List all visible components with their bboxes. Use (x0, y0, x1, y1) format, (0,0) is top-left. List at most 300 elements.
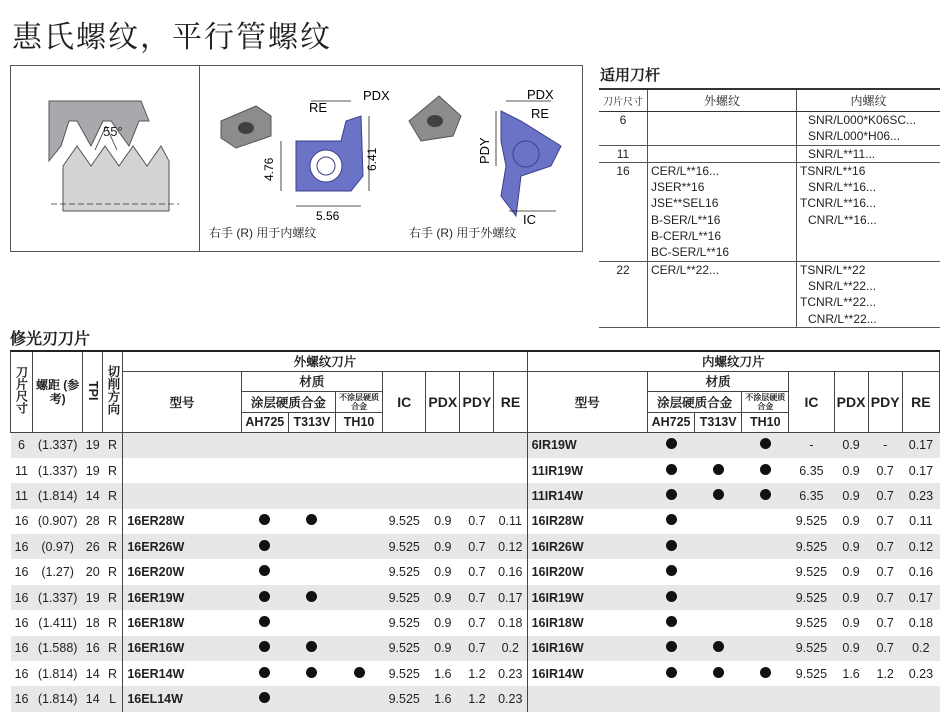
header-int-coated: 涂层硬质合金 (647, 391, 741, 412)
table-row (11, 432, 940, 458)
holder-internal-item: TSNR/L**22 (800, 262, 866, 277)
int-grade-cell (742, 458, 789, 483)
int-pdy-cell: 0.7 (868, 636, 902, 661)
int-pdy-cell: 0.7 (868, 534, 902, 559)
ext-pdx-cell: 0.9 (434, 514, 452, 529)
ext-pdy-cell: 0.7 (460, 534, 494, 559)
ext-grade-cell (241, 534, 288, 559)
ext-grade-cell (336, 432, 383, 458)
availability-dot-icon (666, 438, 677, 449)
availability-dot-icon (666, 540, 677, 551)
header-int-ic: IC (789, 371, 834, 432)
ext-grade-cell (288, 585, 335, 610)
ext-ic-cell: 9.525 (388, 615, 420, 630)
ext-grade-cell (241, 661, 288, 686)
int-model-cell (527, 686, 647, 711)
int-pdy-cell: 0.7 (868, 483, 902, 508)
holder-external (648, 162, 797, 261)
diagram-panel (10, 65, 583, 252)
holder-external (648, 112, 797, 146)
header-internal-group: 内螺纹刀片 (527, 351, 939, 371)
int-pdy-cell: 0.7 (876, 615, 894, 630)
availability-dot-icon (666, 565, 677, 576)
ext-grade-cell (241, 432, 288, 458)
availability-dot-icon (259, 616, 270, 627)
ext-ic-cell: 9.525 (388, 565, 420, 580)
availability-dot-icon (760, 667, 771, 678)
ext-re-cell: 0.23 (498, 666, 523, 681)
int-pdx-cell: 1.6 (842, 666, 860, 681)
header-pitch: 螺距 (参考) (33, 351, 83, 432)
dim-diag: 6.41 (365, 147, 379, 171)
ext-re-cell (494, 432, 527, 458)
dim-width: 5.56 (316, 209, 340, 223)
header-ext-model: 型号 (123, 371, 241, 432)
ext-pdx-cell (426, 483, 460, 508)
header-ext-re: RE (494, 371, 527, 432)
holder-internal (797, 145, 941, 162)
ext-grade-cell (336, 686, 383, 711)
cell-pitch: (1.588) (33, 636, 83, 661)
availability-dot-icon (259, 514, 270, 525)
ext-pdy-cell: 1.2 (460, 686, 494, 711)
int-model-cell: 11IR14W (527, 483, 647, 508)
int-grade-cell (695, 610, 742, 635)
availability-dot-icon (713, 489, 724, 500)
holder-internal-item: CNR/L**16... (808, 212, 877, 227)
ext-ic-cell (383, 483, 426, 508)
header-direction: 切削方向 (105, 365, 120, 416)
ext-re-cell: 0.12 (494, 534, 527, 559)
int-grade-cell (695, 432, 742, 458)
int-grade-cell (695, 559, 742, 584)
int-ic-cell: 9.525 (795, 514, 828, 529)
availability-dot-icon (259, 565, 270, 576)
int-grade-cell (742, 661, 789, 686)
holder-size-value: 11 (616, 146, 630, 161)
int-ic-cell: 9.525 (795, 615, 828, 630)
availability-dot-icon (713, 641, 724, 652)
int-grade-cell (742, 509, 789, 534)
header-int-model: 型号 (527, 371, 647, 432)
ext-ic-cell: 9.525 (388, 666, 420, 681)
cell-direction: R (108, 615, 118, 630)
int-grade-cell (742, 585, 789, 610)
holder-internal-item: SNR/L**16... (808, 180, 877, 195)
ext-grade-cell (288, 636, 335, 661)
int-model-cell: 16IR16W (527, 636, 647, 661)
ext-grade-cell (241, 585, 288, 610)
holder-external-item: BC-SER/L**16 (651, 245, 730, 260)
int-grade-cell (695, 661, 742, 686)
ext-re-cell: 0.17 (494, 585, 527, 610)
cell-size: 11 (15, 463, 29, 478)
holder-internal-item: SNR/L**11... (808, 146, 876, 161)
int-grade-cell (742, 534, 789, 559)
int-model-cell: 16IR19W (527, 585, 647, 610)
cell-pitch: (1.337) (33, 432, 83, 458)
cell-direction: R (108, 514, 118, 529)
int-grade-cell (742, 610, 789, 635)
cell-size: 16 (11, 534, 33, 559)
cell-size: 16 (14, 514, 29, 529)
ext-grade-cell (336, 458, 383, 483)
ext-pdx-cell: 0.9 (434, 615, 452, 630)
table-row (11, 610, 940, 635)
ext-pdx-cell: 1.6 (426, 686, 460, 711)
availability-dot-icon (259, 591, 270, 602)
header-int-grade-3: TH10 (742, 412, 789, 432)
holder-size-value: 22 (616, 262, 630, 277)
ext-pdy-cell (460, 432, 494, 458)
section-title: 修光刃刀片 (10, 331, 91, 348)
holder-external (648, 261, 797, 327)
int-re-cell: 0.18 (908, 615, 934, 630)
table-row (11, 686, 940, 711)
cell-pitch: (1.411) (38, 615, 77, 630)
cell-tpi: 14 (85, 666, 100, 681)
availability-dot-icon (760, 464, 771, 475)
holder-row (599, 261, 940, 327)
holder-internal-item: CNR/L**22... (808, 311, 877, 326)
int-grade-cell (647, 610, 694, 635)
cell-size: 16 (11, 686, 33, 711)
ext-ic-cell: 9.525 (388, 514, 420, 529)
int-grade-cell (742, 686, 789, 711)
cell-size: 16 (11, 585, 33, 610)
holder-size (599, 261, 648, 327)
availability-dot-icon (306, 641, 317, 652)
int-pdx-cell: 0.9 (834, 483, 868, 508)
ext-model-cell (123, 458, 241, 483)
int-pdy-cell: 0.7 (876, 463, 894, 478)
ext-grade-cell (241, 483, 288, 508)
cell-tpi: 19 (83, 585, 103, 610)
ext-ic-cell: 9.525 (383, 585, 426, 610)
cell-pitch: (1.814) (37, 666, 78, 681)
cell-direction: R (103, 534, 123, 559)
ext-grade-cell (288, 483, 335, 508)
ext-pdy-cell: 0.7 (468, 615, 486, 630)
right-pdy-label: PDY (477, 137, 492, 164)
cell-size: 11 (11, 483, 33, 508)
insert-table (10, 350, 940, 712)
int-re-cell: 0.17 (902, 432, 939, 458)
header-int-grade-2: T313V (695, 412, 742, 432)
cell-size: 16 (14, 565, 29, 580)
int-grade-cell (742, 483, 789, 508)
right-pdx-label: PDX (527, 87, 554, 102)
diagram-divider (199, 66, 200, 251)
int-model-cell: 16IR28W (527, 509, 647, 534)
int-pdx-cell: 0.9 (834, 585, 868, 610)
int-grade-cell (647, 432, 694, 458)
int-model-cell: 6IR19W (527, 432, 647, 458)
cell-size: 16 (14, 666, 29, 681)
int-grade-cell (695, 686, 742, 711)
holder-external-item: JSER**16 (651, 180, 705, 195)
ext-grade-cell (336, 610, 383, 635)
ext-re-cell: 0.18 (498, 615, 523, 630)
int-pdx-cell: 0.9 (842, 565, 860, 580)
availability-dot-icon (306, 667, 317, 678)
int-model-cell: 16IR20W (527, 559, 647, 584)
ext-model-cell: 16ER14W (123, 661, 241, 686)
int-grade-cell (647, 585, 694, 610)
ext-pdy-cell (460, 483, 494, 508)
header-int-grade-1: AH725 (647, 412, 694, 432)
ext-re-cell (494, 483, 527, 508)
int-grade-cell (742, 636, 789, 661)
holder-internal-item: SNR/L**22... (808, 278, 877, 293)
ext-model-cell: 16ER18W (123, 610, 241, 635)
ext-model-cell: 16EL14W (123, 686, 241, 711)
holder-size-value: 16 (616, 163, 630, 178)
header-ext-coated: 涂层硬质合金 (241, 391, 335, 412)
int-grade-cell (695, 585, 742, 610)
cell-direction: R (103, 432, 123, 458)
availability-dot-icon (666, 616, 677, 627)
availability-dot-icon (306, 514, 317, 525)
int-pdy-cell: 0.7 (876, 514, 894, 529)
ext-grade-cell (241, 559, 288, 584)
ext-pdx-cell: 0.9 (434, 565, 452, 580)
holder-table (599, 88, 940, 328)
int-pdy-cell: 0.7 (876, 565, 894, 580)
availability-dot-icon (354, 667, 365, 678)
header-ext-pdx: PDX (426, 371, 460, 432)
ext-grade-cell (241, 636, 288, 661)
int-pdy-cell: 1.2 (876, 666, 894, 681)
ext-grade-cell (336, 483, 383, 508)
cell-pitch: (1.814) (33, 483, 83, 508)
ext-grade-cell (288, 458, 335, 483)
cell-tpi: 19 (83, 432, 103, 458)
ext-grade-cell (241, 610, 288, 635)
ext-pdy-cell: 0.7 (460, 585, 494, 610)
ext-model-cell: 16ER26W (123, 534, 241, 559)
cell-direction: R (103, 585, 123, 610)
table-row (11, 458, 940, 483)
holder-header-size: 刀片尺寸 (599, 89, 648, 112)
ext-grade-cell (336, 534, 383, 559)
int-model-cell: 16IR18W (527, 610, 647, 635)
cell-direction: L (103, 686, 123, 711)
int-grade-cell (695, 483, 742, 508)
ext-ic-cell: 9.525 (383, 686, 426, 711)
int-pdy-cell (868, 686, 902, 711)
holder-size-value: 6 (619, 113, 627, 127)
ext-grade-cell (288, 509, 335, 534)
cell-size: 16 (14, 615, 29, 630)
header-ext-material: 材质 (241, 371, 382, 391)
availability-dot-icon (760, 438, 771, 449)
holder-external (648, 145, 797, 162)
ext-grade-cell (241, 458, 288, 483)
ext-pdx-cell: 1.6 (434, 666, 452, 681)
cell-tpi: 20 (85, 565, 100, 580)
int-model-cell: 16IR14W (527, 661, 647, 686)
ext-model-cell: 16ER16W (123, 636, 241, 661)
int-pdx-cell: 0.9 (842, 514, 860, 529)
header-ext-ic: IC (383, 371, 426, 432)
int-grade-cell (695, 509, 742, 534)
int-grade-cell (647, 483, 694, 508)
availability-dot-icon (666, 641, 677, 652)
ext-grade-cell (288, 610, 335, 635)
int-re-cell: 0.11 (909, 514, 933, 529)
ext-grade-cell (288, 686, 335, 711)
table-row (11, 483, 940, 508)
header-int-uncoated: 不涂层硬质合金 (745, 392, 786, 411)
ext-pdx-cell: 0.9 (426, 636, 460, 661)
cell-pitch: (0.97) (33, 534, 83, 559)
int-ic-cell (789, 686, 834, 711)
header-int-pdy: PDY (868, 371, 902, 432)
cell-pitch: (1.814) (33, 686, 83, 711)
ext-grade-cell (288, 534, 335, 559)
holder-title: 适用刀杆 (600, 67, 661, 84)
int-grade-cell (647, 661, 694, 686)
availability-dot-icon (666, 591, 677, 602)
right-re-label: RE (531, 106, 550, 121)
availability-dot-icon (713, 464, 724, 475)
cell-direction: R (108, 565, 118, 580)
availability-dot-icon (760, 489, 771, 500)
ext-ic-cell: 9.525 (383, 636, 426, 661)
cell-tpi: 28 (85, 514, 100, 529)
cell-tpi: 14 (83, 483, 103, 508)
ext-model-cell: 16ER28W (123, 509, 241, 534)
cell-tpi: 18 (85, 615, 100, 630)
cell-tpi: 14 (83, 686, 103, 711)
int-grade-cell (647, 458, 694, 483)
cell-direction: R (108, 666, 118, 681)
ext-pdx-cell: 0.9 (426, 534, 460, 559)
ext-model-cell (123, 483, 241, 508)
table-row (11, 585, 940, 610)
ext-ic-cell (383, 458, 426, 483)
ext-model-cell: 16ER19W (123, 585, 241, 610)
ext-re-cell: 0.2 (494, 636, 527, 661)
cell-pitch: (1.337) (37, 463, 78, 478)
int-re-cell: 0.16 (908, 565, 934, 580)
int-pdx-cell: 0.9 (842, 463, 860, 478)
header-size: 刀片尺寸 (14, 366, 29, 415)
ext-grade-cell (241, 509, 288, 534)
ext-pdy-cell: 0.7 (460, 636, 494, 661)
holder-size (599, 162, 648, 261)
holder-external-item: B-CER/L**16 (651, 229, 722, 244)
holder-internal-item: TCNR/L**16... (800, 196, 877, 211)
header-ext-grade-1: AH725 (241, 412, 288, 432)
ext-model-cell: 16ER20W (123, 559, 241, 584)
int-grade-cell (695, 534, 742, 559)
ext-pdy-cell: 0.7 (468, 514, 486, 529)
ext-ic-cell (383, 432, 426, 458)
left-caption: 右手 (R) 用于内螺纹 (209, 226, 317, 240)
availability-dot-icon (666, 514, 677, 525)
int-ic-cell: 9.525 (789, 636, 834, 661)
int-model-cell: 11IR19W (527, 458, 647, 483)
ext-pdy-cell: 0.7 (468, 565, 486, 580)
int-grade-cell (647, 509, 694, 534)
int-re-cell: 0.17 (902, 585, 939, 610)
int-pdy-cell: 0.7 (868, 585, 902, 610)
int-ic-cell: 9.525 (795, 565, 828, 580)
int-ic-cell: 6.35 (799, 463, 824, 478)
availability-dot-icon (666, 667, 677, 678)
right-ic-label: IC (523, 212, 536, 227)
int-ic-cell: 9.525 (789, 585, 834, 610)
cell-pitch: (1.337) (33, 585, 83, 610)
cell-direction: R (108, 463, 118, 478)
holder-header-internal: 内螺纹 (797, 89, 941, 112)
int-pdx-cell: 0.9 (834, 432, 868, 458)
header-external-group: 外螺纹刀片 (123, 351, 527, 371)
ext-re-cell: 0.11 (498, 514, 522, 529)
int-ic-cell: 6.35 (789, 483, 834, 508)
ext-model-cell (123, 432, 241, 458)
left-re-label: RE (309, 100, 328, 115)
int-re-cell: 0.23 (908, 666, 934, 681)
holder-row (599, 162, 940, 261)
right-caption: 右手 (R) 用于外螺纹 (409, 226, 517, 240)
holder-external-item: CER/L**22... (651, 262, 720, 277)
ext-grade-cell (336, 661, 383, 686)
holder-external-item: B-SER/L**16 (651, 212, 721, 227)
ext-pdy-cell (460, 458, 494, 483)
holder-internal-item: SNR/L000*K06SC... (808, 113, 917, 127)
header-ext-grade-2: T313V (288, 412, 335, 432)
dim-height: 4.76 (262, 157, 276, 181)
header-tpi: TPI (85, 380, 100, 400)
ext-grade-cell (336, 559, 383, 584)
holder-row (599, 112, 940, 146)
holder-external-item: CER/L**16... (651, 163, 720, 178)
availability-dot-icon (666, 489, 677, 500)
int-re-cell: 0.23 (902, 483, 939, 508)
ext-pdy-cell: 1.2 (468, 666, 486, 681)
ext-re-cell: 0.16 (498, 565, 523, 580)
availability-dot-icon (713, 667, 724, 678)
int-model-cell: 16IR26W (527, 534, 647, 559)
availability-dot-icon (259, 692, 270, 703)
ext-pdx-cell (426, 432, 460, 458)
ext-grade-cell (288, 661, 335, 686)
int-re-cell: 0.12 (902, 534, 939, 559)
holder-size (599, 112, 648, 146)
int-grade-cell (647, 559, 694, 584)
cell-pitch: (0.907) (37, 514, 78, 529)
int-pdx-cell: 0.9 (834, 534, 868, 559)
header-int-material: 材质 (647, 371, 788, 391)
availability-dot-icon (259, 667, 270, 678)
cell-size: 6 (11, 432, 33, 458)
ext-grade-cell (336, 509, 383, 534)
holder-internal (797, 162, 941, 261)
int-pdx-cell (834, 686, 868, 711)
int-ic-cell: 9.525 (795, 666, 828, 681)
cell-pitch: (1.27) (41, 565, 74, 580)
int-re-cell: 0.17 (908, 463, 934, 478)
header-ext-grade-3: TH10 (336, 412, 383, 432)
header-ext-pdy: PDY (460, 371, 494, 432)
header-ext-uncoated: 不涂层硬质合金 (339, 392, 380, 411)
int-pdy-cell: - (868, 432, 902, 458)
holder-internal-item: TSNR/L**16 (800, 163, 866, 178)
ext-ic-cell: 9.525 (383, 534, 426, 559)
